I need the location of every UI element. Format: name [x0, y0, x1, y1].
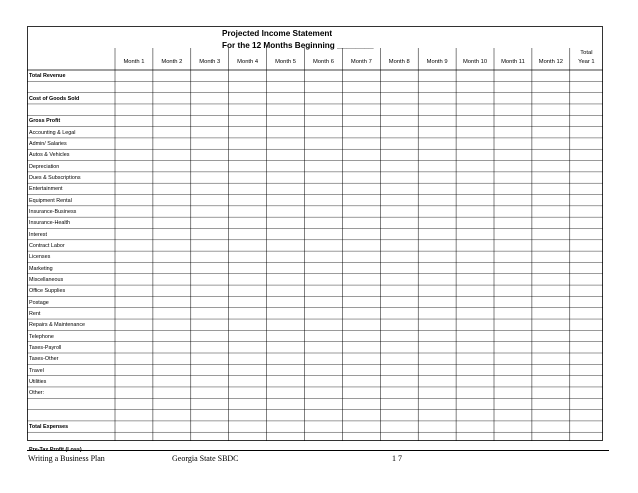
- row-label: Contract Labor: [29, 243, 65, 249]
- total-header-line2: Year 1: [578, 59, 595, 65]
- row-label: Dues & Subscriptions: [29, 175, 81, 182]
- row-label: Telephone: [29, 333, 54, 340]
- footer-page-number: 1 7: [392, 454, 402, 463]
- row-label: Interest: [29, 231, 47, 238]
- table-grid: [27, 26, 603, 441]
- month-header-10: Month 10: [462, 59, 488, 65]
- row-label: Taxes-Payroll: [29, 344, 62, 351]
- row-label: Insurance-Health: [29, 220, 71, 227]
- month-header-2: Month 2: [161, 59, 183, 65]
- footer-doc-title: Writing a Business Plan: [28, 454, 105, 463]
- row-label: Insurance-Business: [29, 209, 77, 216]
- row-label: Cost of Goods Sold: [29, 95, 80, 102]
- row-label: Admin/ Salaries: [29, 141, 67, 148]
- row-label: Autos & Vehicles: [29, 152, 70, 159]
- row-label: Total Revenue: [29, 73, 66, 80]
- month-header-9: Month 9: [426, 59, 448, 65]
- row-label: Accounting & Legal: [29, 129, 76, 136]
- row-label: Marketing: [29, 265, 53, 272]
- page-footer: [27, 450, 609, 466]
- row-label: Licenses: [29, 254, 51, 261]
- statement-subtitle: For the 12 Months Beginning ________: [222, 41, 374, 50]
- month-header-5: Month 5: [275, 59, 297, 65]
- row-label: Office Supplies: [29, 288, 66, 295]
- row-label: Depreciation: [29, 163, 60, 170]
- total-header-line1: Total: [580, 50, 593, 56]
- statement-title: Projected Income Statement: [222, 29, 333, 38]
- row-label: Repairs & Maintenance: [29, 322, 86, 329]
- row-label: Taxes-Other: [29, 356, 59, 363]
- row-label: Total Expenses: [29, 424, 69, 431]
- row-label: Gross Profit: [29, 118, 61, 125]
- row-label: Miscellaneous: [29, 276, 64, 283]
- row-label: Equipment Rental: [29, 197, 72, 204]
- table-frame: [28, 27, 603, 441]
- row-label: Postage: [29, 299, 49, 306]
- row-label: Other:: [29, 390, 44, 397]
- month-header-4: Month 4: [237, 59, 259, 65]
- month-header-8: Month 8: [388, 59, 410, 65]
- month-header-3: Month 3: [199, 59, 221, 65]
- month-header-1: Month 1: [123, 59, 145, 65]
- row-label: Entertainment: [29, 186, 63, 193]
- month-header-7: Month 7: [350, 59, 372, 65]
- row-label: Utilities: [29, 378, 47, 385]
- row-label: Travel: [29, 367, 44, 374]
- row-label: Rent: [29, 310, 41, 317]
- month-header-11: Month 11: [501, 59, 525, 65]
- income-statement-table: [27, 26, 603, 441]
- month-header-6: Month 6: [312, 59, 334, 65]
- footer-organization: Georgia State SBDC: [172, 454, 239, 463]
- month-header-12: Month 12: [538, 59, 563, 65]
- footer-rule: [27, 450, 609, 451]
